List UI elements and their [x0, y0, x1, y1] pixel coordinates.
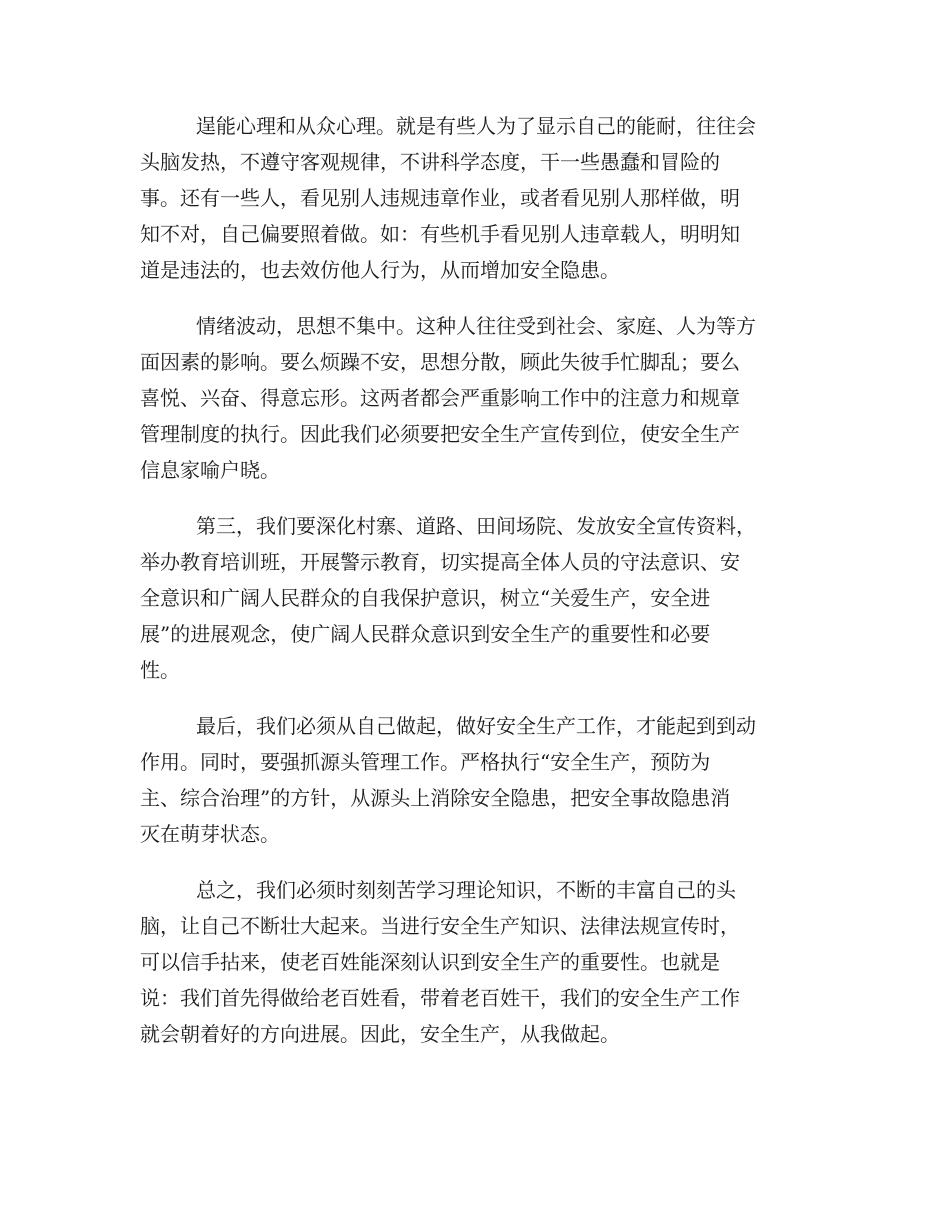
paragraph-line: 第三，我们要深化村寨、道路、田间场院、发放安全宣传资料，: [196, 514, 756, 538]
paragraph-5: [140, 872, 812, 1052]
paragraph-line: 事。还有一些人，看见别人违规违章作业，或者看见别人那样做，明: [140, 186, 740, 210]
paragraph-line: 全意识和广阔人民群众的自我保护意识，树立“关爱生产，安全进: [140, 586, 711, 610]
paragraph-line: 展”的进展观念，使广阔人民群众意识到安全生产的重要性和必要: [140, 622, 711, 646]
paragraph-line: 灭在萌芽状态。: [140, 822, 280, 846]
paragraph-line: 面因素的影响。要么烦躁不安，思想分散，顾此失彼手忙脚乱；要么: [140, 350, 740, 374]
paragraph-line: 信息家喻户晓。: [140, 458, 280, 482]
paragraph-line: 性。: [140, 658, 180, 682]
paragraph-line: 说：我们首先得做给老百姓看，带着老百姓干，我们的安全生产工作: [140, 986, 740, 1010]
paragraph-line: 就会朝着好的方向进展。因此，安全生产，从我做起。: [140, 1022, 620, 1046]
paragraph-1: [140, 108, 812, 288]
paragraph-line: 道是违法的，也去效仿他人行为，从而增加安全隐患。: [140, 258, 620, 282]
document-body: [140, 108, 812, 1072]
paragraph-line: 总之，我们必须时刻刻苦学习理论知识，不断的丰富自己的头: [196, 878, 736, 902]
paragraph-line: 头脑发热，不遵守客观规律，不讲科学态度，干一些愚蠢和冒险的: [140, 150, 720, 174]
paragraph-line: 作用。同时，要强抓源头管理工作。严格执行“安全生产，预防为: [140, 750, 711, 774]
paragraph-line: 情绪波动，思想不集中。这种人往往受到社会、家庭、人为等方: [196, 314, 756, 338]
paragraph-line: 喜悦、兴奋、得意忘形。这两者都会严重影响工作中的注意力和规章: [140, 386, 740, 410]
paragraph-line: 脑，让自己不断壮大起来。当进行安全生产知识、法律法规宣传时，: [140, 914, 740, 938]
paragraph-line: 最后，我们必须从自己做起，做好安全生产工作，才能起到到动: [196, 714, 756, 738]
paragraph-line: 知不对，自己偏要照着做。如：有些机手看见别人违章载人，明明知: [140, 222, 740, 246]
paragraph-line: 可以信手拈来，使老百姓能深刻认识到安全生产的重要性。也就是: [140, 950, 720, 974]
paragraph-line: 主、综合治理”的方针，从源头上消除安全隐患，把安全事故隐患消: [140, 786, 731, 810]
paragraph-3: [140, 508, 812, 688]
paragraph-4: [140, 708, 812, 852]
paragraph-2: [140, 308, 812, 488]
paragraph-line: 管理制度的执行。因此我们必须要把安全生产宣传到位，使安全生产: [140, 422, 740, 446]
paragraph-line: 逞能心理和从众心理。就是有些人为了显示自己的能耐，往往会: [196, 114, 756, 138]
paragraph-line: 举办教育培训班，开展警示教育，切实提高全体人员的守法意识、安: [140, 550, 740, 574]
